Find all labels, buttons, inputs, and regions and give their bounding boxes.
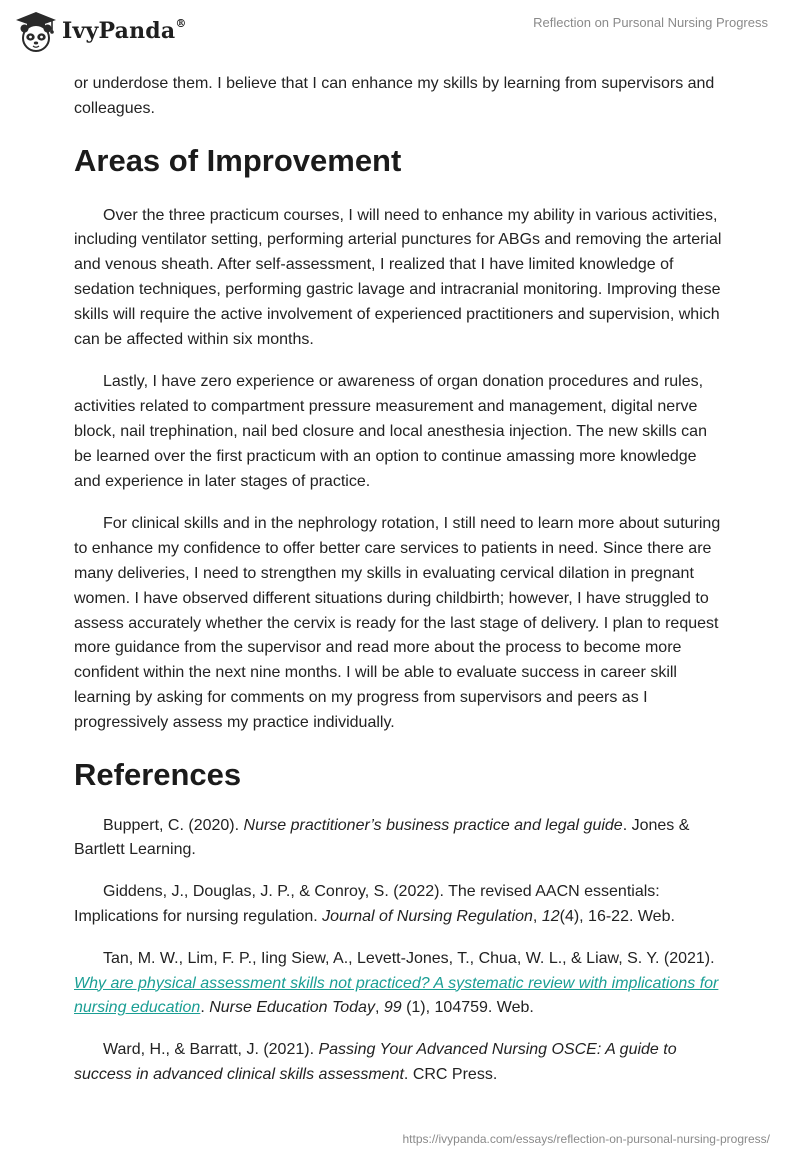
areas-paragraph-1: Over the three practicum courses, I will need to enhance my ability in various activities, including ventilator setting, performing arterial punctures for ABGs and removing the arterial and venous sheath. After self-assessment, I realized that I have limited knowledge of sedation techniques, performing gastric lavage and intracranial monitoring. Improving these skills will require the active involvement of experienced practitioners and supervision, which can be affected within six months. <box>74 206 722 348</box>
reference-4: Ward, H., & Barratt, J. (2021). Passing Your Advanced Nursing OSCE: A guide to success in advanced clinical skills assessment. CRC Press. <box>74 1041 677 1083</box>
reference-1: Buppert, C. (2020). Nurse practitioner’s business practice and legal guide. Jones & Bartlett Learning. <box>74 816 690 859</box>
reference-3: Tan, M. W., Lim, F. P., Iing Siew, A., Levett-Jones, T., Chua, W. L., & Liaw, S. Y. (2021). Why are physical assessment skills not practiced? A systematic review with implications for nursing education. Nurse Education Today, 99 (1), 104759. Web. <box>74 949 719 1017</box>
footer-url: https://ivypanda.com/essays/reflection-on-pursonal-nursing-progress/ <box>402 1132 770 1146</box>
page-header <box>0 0 800 64</box>
intro-paragraph: or underdose them. I believe that I can enhance my skills by learning from supervisors and colleagues. <box>74 75 715 117</box>
registered-mark: ® <box>175 16 187 30</box>
areas-paragraph-3: For clinical skills and in the nephrology rotation, I still need to learn more about suturing to enhance my confidence to offer better care services to patients in need. Since there are many deliveries, I need to strengthen my skills in evaluating cervical dilation in pregnant women. I have observed different situations during childbirth; however, I have struggled to assess accurately whether the cervix is ready for the last stage of delivery. I plan to request more guidance from the supervisor and read more about the process to become more confident within the next nine months. I will be able to evaluate success in career skill learning by asking for comments on my progress from supervisors and peers as I progressively assess my practice individually. <box>74 515 721 731</box>
ivypanda-logo-icon[interactable] <box>14 10 58 54</box>
references-heading: References <box>74 756 242 792</box>
essay-body <box>74 72 726 1105</box>
reference-2: Giddens, J., Douglas, J. P., & Conroy, S. (2022). The revised AACN essentials: Implications for nursing regulation. Journal of Nursing Regulation, 12(4), 16-22. Web. <box>74 883 675 925</box>
reference-3-link[interactable]: Why are physical assessment skills not practiced? A systematic review with implications for nursing education <box>74 974 719 1017</box>
brand-name[interactable]: IvyPanda® <box>62 16 187 44</box>
areas-paragraph-2: Lastly, I have zero experience or awareness of organ donation procedures and rules, activities related to compartment pressure measurement and management, digital nerve block, nail trephination, nail bed closure and local anesthesia injection. The new skills can be learned over the first practicum with an option to continue amassing more knowledge and experience in later stages of practice. <box>74 373 707 490</box>
areas-of-improvement-heading: Areas of Improvement <box>74 142 402 178</box>
document-title: Reflection on Pursonal Nursing Progress <box>533 15 768 30</box>
